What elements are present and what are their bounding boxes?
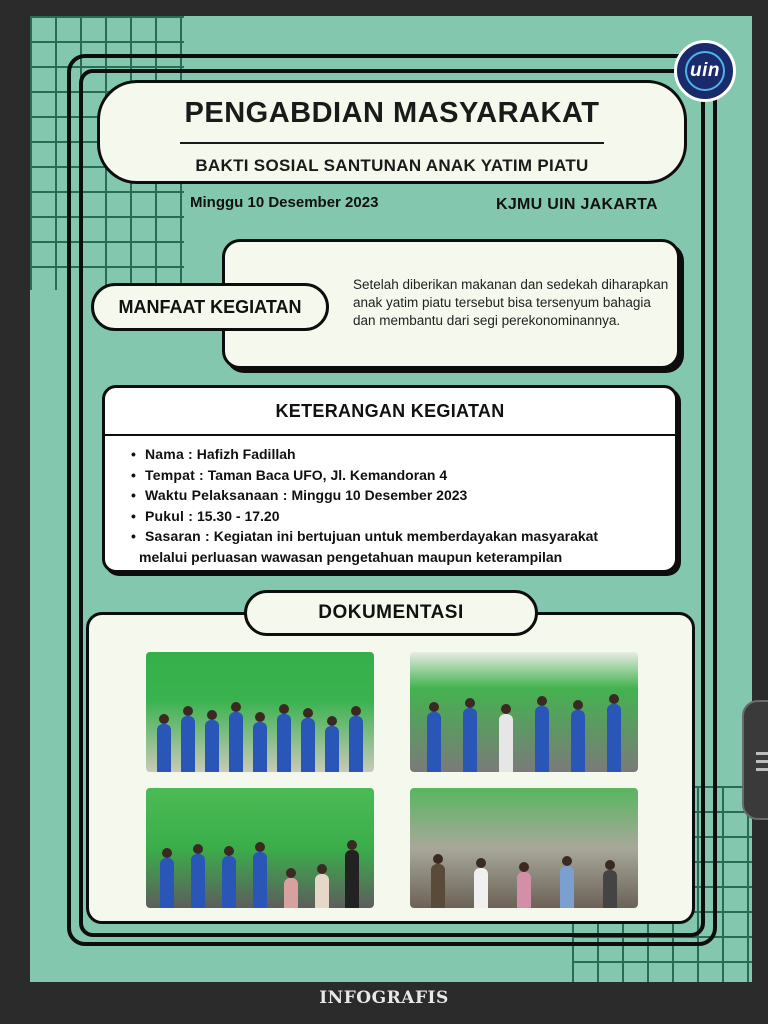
keterangan-heading: KETERANGAN KEGIATAN [105,388,675,436]
list-item-tempat [145,465,675,486]
person-figure [157,724,171,772]
person-figure [427,712,441,772]
waktu-label: Waktu Pelaksanaan : [145,487,288,503]
photo-crowd [410,834,638,908]
manfaat-label: MANFAAT KEGIATAN [91,283,329,331]
handle-grip-line [756,760,768,763]
list-item-pukul [145,506,675,527]
keterangan-card [102,385,678,573]
page-title: PENGABDIAN MASYARAKAT [184,97,600,129]
sasaran-value-continued: melalui perluasan wawasan pengetahuan maupun keterampilan [139,548,563,565]
person-figure [229,712,243,772]
documentation-photo-4 [410,788,638,908]
person-figure [284,878,298,908]
person-figure [222,856,236,908]
title-divider [180,142,604,144]
event-date: Minggu 10 Desember 2023 [190,194,379,211]
person-figure [160,858,174,908]
title-card [97,80,687,184]
uin-logo [674,40,736,102]
infographic-poster [30,16,752,982]
person-figure [535,706,549,772]
person-figure [499,714,513,772]
handle-grip-line [756,768,768,771]
tempat-value: Taman Baca UFO, Jl. Kemandoran 4 [207,466,448,483]
waktu-value: Minggu 10 Desember 2023 [291,487,468,503]
pukul-label: Pukul : [145,507,194,524]
person-figure [349,716,363,772]
organization-name: KJMU UIN JAKARTA [496,196,658,213]
person-figure [560,866,574,908]
person-figure [517,872,531,908]
nama-value: Hafizh Fadillah [196,446,296,462]
person-figure [325,726,339,772]
person-figure [607,704,621,772]
list-item-nama [145,444,675,465]
person-figure [253,852,267,908]
person-figure [345,850,359,908]
person-figure [474,868,488,908]
manfaat-text: Setelah diberikan makanan dan sedekah diharapkan anak yatim piatu tersebut bisa tersenyum bahagia dan membantu dari segi perekonominannya. [353,277,669,328]
keterangan-list [105,436,675,567]
dokumentasi-label: DOKUMENTASI [244,590,538,636]
nama-label: Nama : [145,446,193,462]
photo-crowd [146,834,374,908]
person-figure [191,854,205,908]
list-item-sasaran [139,526,675,567]
documentation-photo-2 [410,652,638,772]
person-figure [431,864,445,908]
person-figure [277,714,291,772]
person-figure [603,870,617,908]
documentation-photo-1 [146,652,374,772]
photo-crowd [146,698,374,772]
person-figure [301,718,315,772]
logo-text: uin [690,60,720,81]
person-figure [205,720,219,772]
pukul-value: 15.30 - 17.20 [196,507,280,524]
list-item-waktu [145,485,675,506]
documentation-photo-3 [146,788,374,908]
side-scroll-handle[interactable] [742,700,768,820]
person-figure [253,722,267,772]
footer-label: INFOGRAFIS [0,982,768,1024]
sasaran-value: Kegiatan ini bertujuan untuk memberdayakan masyarakat [213,528,599,544]
person-figure [315,874,329,908]
photo-crowd [410,698,638,772]
page-subtitle: BAKTI SOSIAL SANTUNAN ANAK YATIM PIATU [195,156,589,175]
tempat-label: Tempat : [145,466,204,483]
sasaran-label: Sasaran : [145,528,210,544]
person-figure [463,708,477,772]
person-figure [181,716,195,772]
handle-grip-line [756,752,768,755]
person-figure [571,710,585,772]
